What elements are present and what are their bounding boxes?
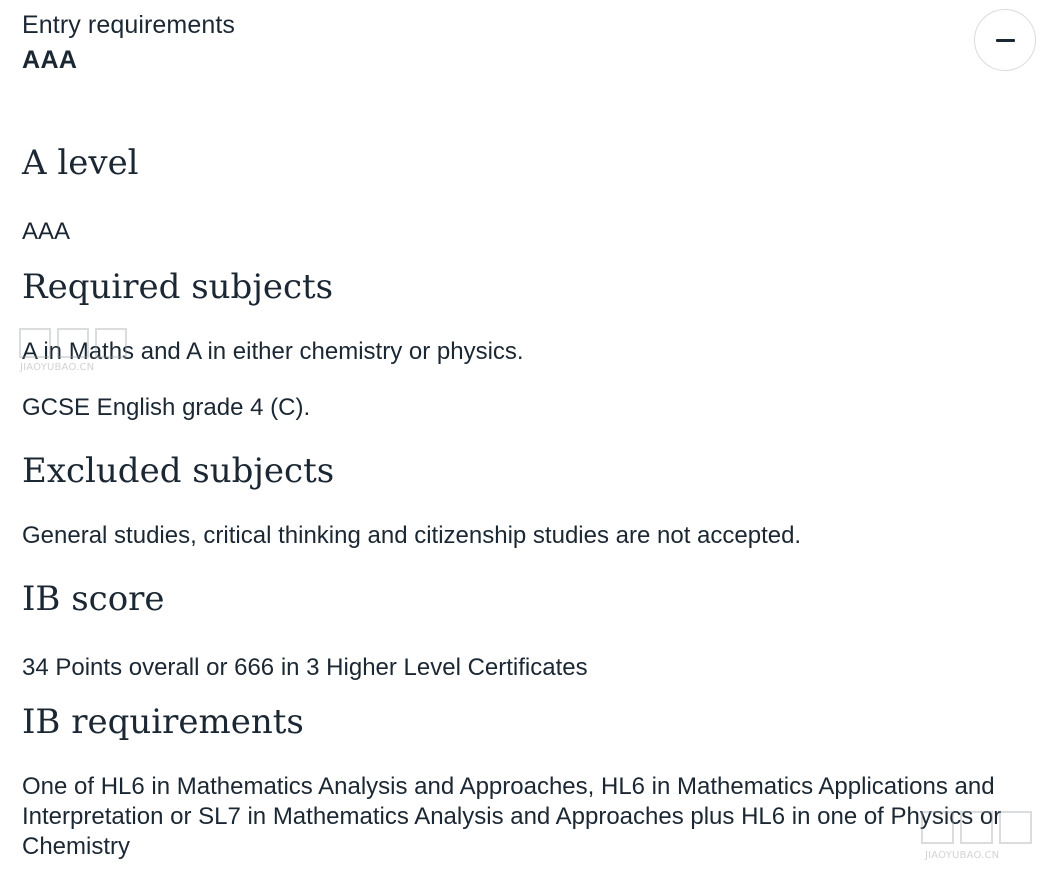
ib-requirements-heading: IB requirements [22,702,304,742]
watermark-text: JIAOYUBAO.CN [925,850,1000,861]
collapse-button[interactable] [974,9,1036,71]
required-subject-line: A in Maths and A in either chemistry or physics. [22,338,524,365]
a-level-text: AAA [22,218,71,245]
required-subject-line: GCSE English grade 4 (C). [22,394,311,421]
minus-icon [996,39,1015,42]
watermark-text: JIAOYUBAO.CN [20,362,95,373]
entry-requirements-label: Entry requirements [22,11,235,39]
ib-requirements-text: One of HL6 in Mathematics Analysis and Approaches, HL6 in Mathematics Applications and Interpretation or SL7 in Mathematics Analysis and Approaches plus HL6 in one of Physics or Chemistry [22,773,1002,860]
a-level-heading: A level [22,143,139,183]
ib-score-heading: IB score [22,579,165,619]
required-subjects-heading: Required subjects [22,267,334,307]
entry-requirements-summary: AAA [22,46,78,74]
ib-score-text: 34 Points overall or 666 in 3 Higher Level Certificates [22,654,588,681]
excluded-subjects-text: General studies, critical thinking and citizenship studies are not accepted. [22,522,802,549]
excluded-subjects-heading: Excluded subjects [22,451,335,491]
entry-requirements-header[interactable] [22,8,1042,78]
